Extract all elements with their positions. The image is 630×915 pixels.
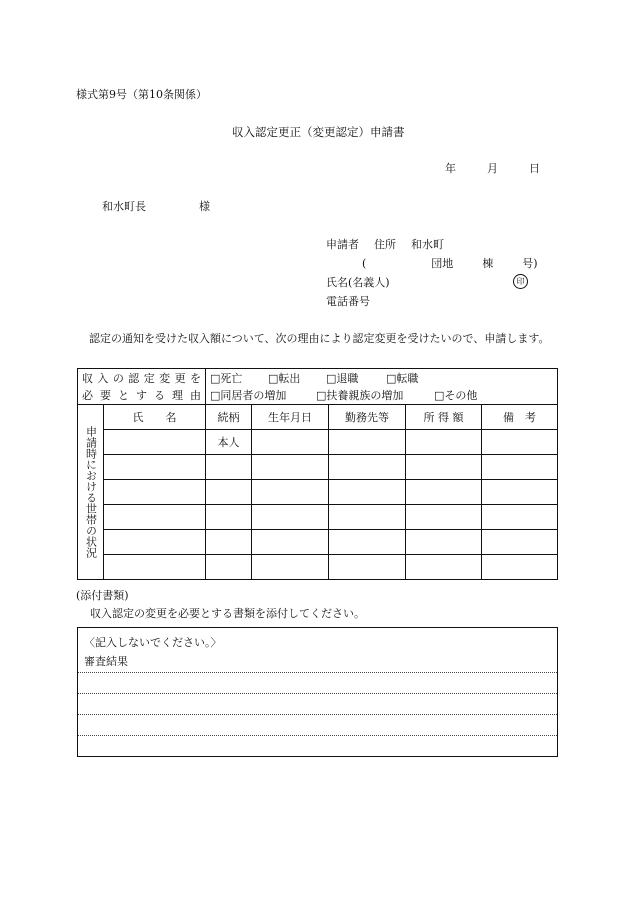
addressee-honorific: 様 bbox=[199, 200, 210, 213]
address-label: 住所 bbox=[374, 238, 396, 251]
reason-option[interactable]: □転出 bbox=[268, 371, 301, 385]
cell-income[interactable] bbox=[406, 430, 482, 455]
address-gou: 号) bbox=[522, 257, 538, 270]
address-danchi: 団地 bbox=[431, 257, 454, 270]
review-label: 審査結果 bbox=[84, 655, 128, 668]
review-note: 〈記入しないでください。〉 bbox=[84, 636, 222, 649]
seal-mark: 印 bbox=[513, 274, 528, 289]
table-row bbox=[78, 555, 558, 580]
date-month: 月 bbox=[487, 162, 498, 175]
table-row bbox=[78, 480, 558, 505]
reason-option[interactable]: □転職 bbox=[386, 371, 419, 385]
date-line bbox=[445, 160, 540, 176]
address-town: 和水町 bbox=[411, 238, 444, 251]
table-row bbox=[78, 505, 558, 530]
reason-option[interactable]: □同居者の増加 bbox=[210, 388, 287, 402]
reason-option[interactable]: □その他 bbox=[434, 388, 478, 402]
reason-option[interactable]: □退職 bbox=[326, 371, 359, 385]
table-row bbox=[78, 530, 558, 555]
cell-workplace[interactable] bbox=[329, 430, 406, 455]
form-number: 様式第9号（第10条関係） bbox=[76, 88, 207, 101]
intro-text: 認定の通知を受けた収入額について、次の理由により認定変更を受けたいので、申請します。 bbox=[89, 332, 550, 345]
col-header-income: 所 得 額 bbox=[406, 405, 482, 430]
reason-label: 収入の認定変更を 必要とする理由 bbox=[78, 369, 206, 405]
reason-option[interactable]: □扶養親族の増加 bbox=[316, 388, 404, 402]
cell-relation: 本人 bbox=[206, 430, 252, 455]
review-line[interactable] bbox=[78, 693, 557, 694]
address-paren: ( bbox=[362, 257, 367, 270]
addressee bbox=[102, 198, 210, 214]
household-header-row bbox=[78, 405, 558, 430]
reason-option[interactable]: □死亡 bbox=[210, 371, 243, 385]
reason-options bbox=[206, 369, 558, 405]
reason-row bbox=[78, 369, 558, 405]
applicant-label: 申請者 bbox=[326, 238, 359, 251]
table-row bbox=[78, 455, 558, 480]
document-title: 収入認定更正（変更認定）申請書 bbox=[232, 125, 405, 139]
cell-name[interactable] bbox=[104, 430, 206, 455]
attachments-title: (添付書類) bbox=[76, 589, 129, 602]
col-header-remarks: 備 考 bbox=[482, 405, 558, 430]
household-side-label: 申請時における世帯の状況 bbox=[78, 405, 104, 580]
review-line[interactable] bbox=[78, 672, 557, 673]
review-line[interactable] bbox=[78, 735, 557, 736]
cell-birthdate[interactable] bbox=[252, 430, 329, 455]
name-label: 氏名(名義人) bbox=[326, 276, 390, 289]
phone-label: 電話番号 bbox=[326, 295, 370, 308]
addressee-name: 和水町長 bbox=[102, 200, 146, 213]
household-table bbox=[77, 368, 558, 580]
date-year: 年 bbox=[445, 162, 456, 175]
attachments-text: 収入認定の変更を必要とする書類を添付してください。 bbox=[90, 607, 365, 620]
date-day: 日 bbox=[529, 162, 540, 175]
col-header-relation: 続柄 bbox=[206, 405, 252, 430]
cell-remarks[interactable] bbox=[482, 430, 558, 455]
col-header-birthdate: 生年月日 bbox=[252, 405, 329, 430]
review-box bbox=[77, 627, 558, 757]
col-header-name: 氏 名 bbox=[104, 405, 206, 430]
table-row bbox=[78, 430, 558, 455]
col-header-workplace: 勤務先等 bbox=[329, 405, 406, 430]
review-line[interactable] bbox=[78, 714, 557, 715]
address-tou: 棟 bbox=[482, 257, 494, 270]
